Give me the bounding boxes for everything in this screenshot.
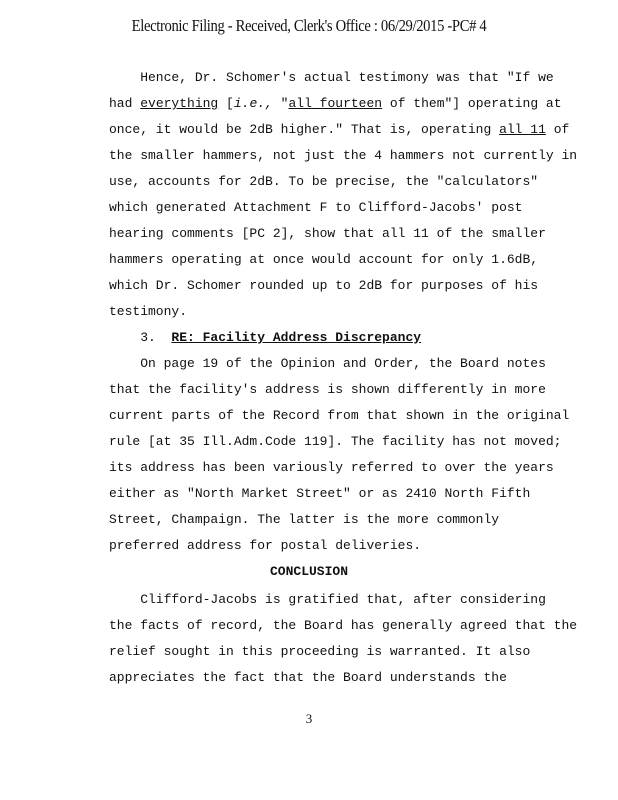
section-number: 3.	[109, 330, 172, 345]
text-line: Street, Champaign. The latter is the more commonly	[109, 512, 500, 527]
text-line: appreciates the fact that the Board understands the	[109, 670, 507, 685]
text-line: preferred address for postal deliveries.	[109, 538, 422, 553]
text-line: hammers operating at once would account for only 1.6dB,	[109, 252, 539, 267]
underlined-text: everything	[140, 96, 219, 111]
section-title: RE: Facility Address Discrepancy	[171, 330, 422, 345]
text-line: the facts of record, the Board has generally agreed that the	[109, 618, 578, 633]
text-line: either as "North Market Street" or as 2410 North Fifth	[109, 486, 531, 501]
text-line: On page 19 of the Opinion and Order, the Board notes	[109, 356, 546, 371]
text-line: testimony.	[109, 304, 188, 319]
text-line: which generated Attachment F to Clifford-Jacobs' post	[109, 200, 523, 215]
text-line: which Dr. Schomer rounded up to 2dB for purposes of his	[109, 278, 539, 293]
text-line: hearing comments [PC 2], show that all 11 of the smaller	[109, 226, 546, 241]
section-heading	[109, 330, 421, 345]
text-line: had everything [i.e., "all fourteen of them"] operating at	[109, 96, 562, 111]
text-line: Hence, Dr. Schomer's actual testimony was that "If we	[109, 70, 554, 85]
text-line: relief sought in this proceeding is warranted. It also	[109, 644, 531, 659]
italic-text: i.e.,	[233, 96, 273, 111]
text-line: Clifford-Jacobs is gratified that, after considering	[109, 592, 546, 607]
underlined-text: all 11	[499, 122, 546, 137]
text-line: that the facility's address is shown differently in more	[109, 382, 546, 397]
text-line: its address has been variously referred to over the years	[109, 460, 554, 475]
underlined-text: all fourteen	[288, 96, 383, 111]
conclusion-heading: CONCLUSION	[269, 564, 348, 579]
text-line: current parts of the Record from that shown in the original	[109, 408, 570, 423]
text-line: once, it would be 2dB higher." That is, operating all 11 of	[109, 122, 570, 137]
text-line: rule [at 35 Ill.Adm.Code 119]. The facility has not moved;	[109, 434, 562, 449]
text-line: the smaller hammers, not just the 4 hammers not currently in	[109, 148, 578, 163]
text-line: use, accounts for 2dB. To be precise, the "calculators"	[109, 174, 539, 189]
page-number: 3	[305, 711, 313, 726]
filing-header: Electronic Filing - Received, Clerk's Office : 06/29/2015 -PC# 4	[131, 16, 487, 35]
